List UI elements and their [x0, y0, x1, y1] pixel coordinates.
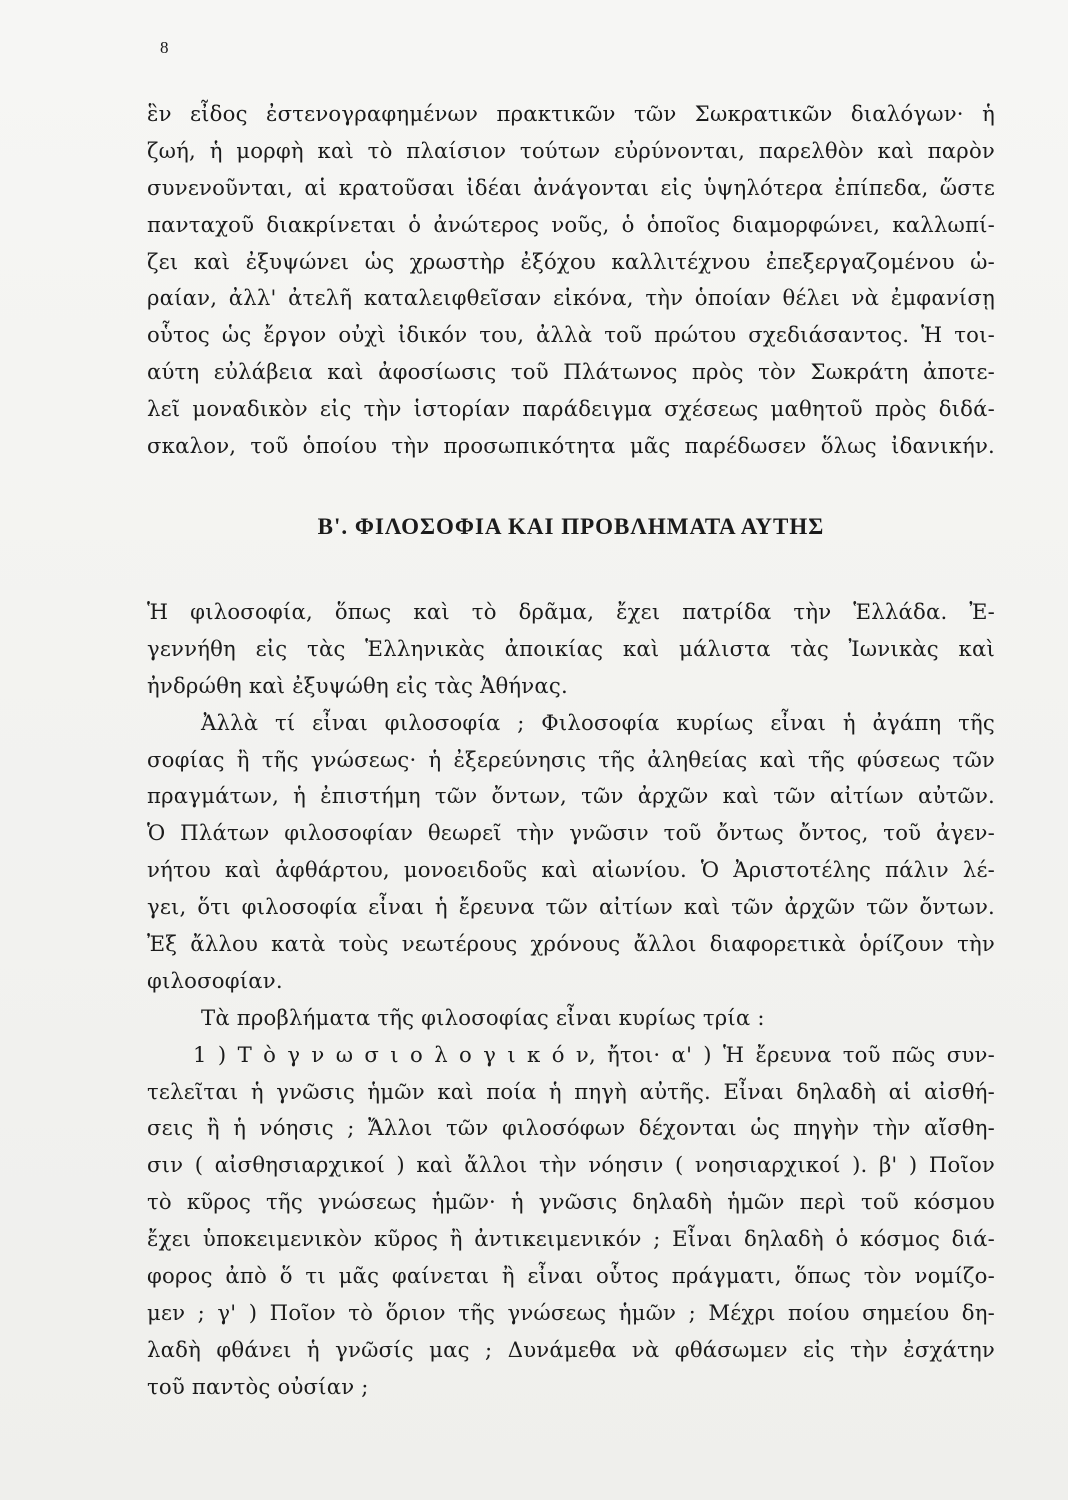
text-line: συνενοῦνται, αἱ κρατοῦσαι ἰδέαι ἀνάγονται εἰς ὑψηλότερα ἐπίπεδα, ὥστε [147, 174, 995, 200]
text-line: λεῖ μοναδικὸν εἰς τὴν ἱστορίαν παράδειγμα σχέσεως μαθητοῦ πρὸς διδά- [147, 396, 995, 422]
paragraph-problem-1 [147, 1037, 995, 1406]
paragraph-problems-intro [147, 1000, 995, 1037]
section-heading: Β'. ΦΙΛΟΣΟΦΙΑ ΚΑΙ ΠΡΟΒΛΗΜΑΤΑ ΑΥΤΗΣ [317, 514, 825, 539]
paragraph-intro [147, 96, 995, 465]
text-line: ἓν εἶδος ἐστενογραφημένων πρακτικῶν τῶν Σωκρατικῶν διαλόγων· ἡ [147, 101, 995, 126]
text-line: πανταχοῦ διακρίνεται ὁ ἀνώτερος νοῦς, ὁ ὁποῖος διαμορφώνει, καλλωπί- [147, 211, 995, 237]
text-line: λαδὴ φθάνει ἡ γνῶσίς μας ; Δυνάμεθα νὰ φθάσωμεν εἰς τὴν ἐσχάτην [147, 1336, 995, 1362]
text-line: Τὰ προβλήματα τῆς φιλοσοφίας εἶναι κυρίως τρία : [201, 1004, 765, 1030]
page-number: 8 [160, 38, 169, 57]
text-line: γεννήθη εἰς τὰς Ἑλληνικὰς ἀποικίας καὶ μάλιστα τὰς Ἰωνικὰς καὶ [147, 635, 995, 661]
section-body [147, 594, 995, 1406]
text-line: τοῦ παντὸς οὐσίαν ; [147, 1373, 369, 1399]
text-line: τελεῖται ἡ γνῶσις ἡμῶν καὶ ποία ἡ πηγὴ αὐτῆς. Εἶναι δηλαδὴ αἱ αἰσθή- [147, 1078, 995, 1104]
text-line: τὸ κῦρος τῆς γνώσεως ἡμῶν· ἡ γνῶσις δηλαδὴ ἡμῶν περὶ τοῦ κόσμου [147, 1189, 995, 1215]
text-line: σεις ἢ ἡ νόησις ; Ἄλλοι τῶν φιλοσόφων δέχονται ὡς πηγὴν τὴν αἴσθη- [147, 1115, 995, 1141]
text-line: μεν ; γ' ) Ποῖον τὸ ὅριον τῆς γνώσεως ἡμῶν ; Μέχρι ποίου σημείου δη- [147, 1299, 995, 1325]
text-line: Ἀλλὰ τί εἶναι φιλοσοφία ; Φιλοσοφία κυρίως εἶναι ἡ ἀγάπη τῆς [201, 709, 995, 735]
text-line: νήτου καὶ ἀφθάρτου, μονοειδοῦς καὶ αἰωνίου. Ὁ Ἀριστοτέλης πάλιν λέ- [147, 857, 995, 883]
text-line: πραγμάτων, ἡ ἐπιστήμη τῶν ὄντων, τῶν ἀρχῶν καὶ τῶν αἰτίων αὐτῶν. [147, 783, 995, 809]
text-line: Ὁ Πλάτων φιλοσοφίαν θεωρεῖ τὴν γνῶσιν τοῦ ὄντως ὄντος, τοῦ ἀγεν- [147, 820, 995, 846]
text-line: σκαλον, τοῦ ὁποίου τὴν προσωπικότητα μᾶς παρέδωσεν ὅλως ἰδανικήν. [147, 433, 995, 459]
text-line: φορος ἀπὸ ὅ τι μᾶς φαίνεται ἢ εἶναι οὗτος πράγματι, ὅπως τὸν νομίζο- [147, 1263, 995, 1289]
paragraph-definition [147, 705, 995, 1000]
text-line: ἠνδρώθη καὶ ἐξυψώθη εἰς τὰς Ἀθήνας. [147, 672, 568, 698]
text-line: ζει καὶ ἐξυψώνει ὡς χρωστὴρ ἐξόχου καλλιτέχνου ἐπεξεργαζομένου ὡ- [147, 248, 995, 274]
text-line: αύτη εὐλάβεια καὶ ἀφοσίωσις τοῦ Πλάτωνος πρὸς τὸν Σωκράτη ἀποτε- [147, 359, 995, 385]
text-line: ραίαν, ἀλλ' ἀτελῆ καταλειφθεῖσαν εἰκόνα, τὴν ὁποίαν θέλει νὰ ἐμφανίσῃ [147, 285, 995, 311]
text-line: Ἡ φιλοσοφία, ὅπως καὶ τὸ δρᾶμα, ἔχει πατρίδα τὴν Ἑλλάδα. Ἐ- [147, 599, 995, 624]
text-line: γει, ὅτι φιλοσοφία εἶναι ἡ ἔρευνα τῶν αἰτίων καὶ τῶν ἀρχῶν τῶν ὄντων. [147, 894, 995, 920]
text-line: σοφίας ἢ τῆς γνώσεως· ἡ ἐξερεύνησις τῆς ἀληθείας καὶ τῆς φύσεως τῶν [147, 746, 995, 772]
text-line: ἔχει ὑποκειμενικὸν κῦρος ἢ ἀντικειμενικόν ; Εἶναι δηλαδὴ ὁ κόσμος διά- [147, 1226, 995, 1252]
paragraph-origin [147, 594, 995, 705]
text-line: φιλοσοφίαν. [147, 967, 283, 993]
text-line: σιν ( αἰσθησιαρχικοί ) καὶ ἄλλοι τὴν νόησιν ( νοησιαρχικοί ). β' ) Ποῖον [147, 1152, 995, 1178]
text-line: ζωή, ἡ μορφὴ καὶ τὸ πλαίσιον τούτων εὐρύνονται, παρελθὸν καὶ παρὸν [147, 137, 995, 163]
text-line: οὗτος ὡς ἔργον οὐχὶ ἰδικόν του, ἀλλὰ τοῦ πρώτου σχεδιάσαντος. Ἡ τοι- [147, 322, 995, 348]
text-line: 1 ) Τ ὸ γ ν ω σ ι ο λ ο γ ι κ ό ν, ἤτοι· α' ) Ἡ ἔρευνα τοῦ πῶς συν- [193, 1041, 995, 1067]
page-content [147, 96, 995, 1399]
text-line: Ἐξ ἄλλου κατὰ τοὺς νεωτέρους χρόνους ἄλλοι διαφορετικὰ ὁρίζουν τὴν [147, 931, 995, 957]
